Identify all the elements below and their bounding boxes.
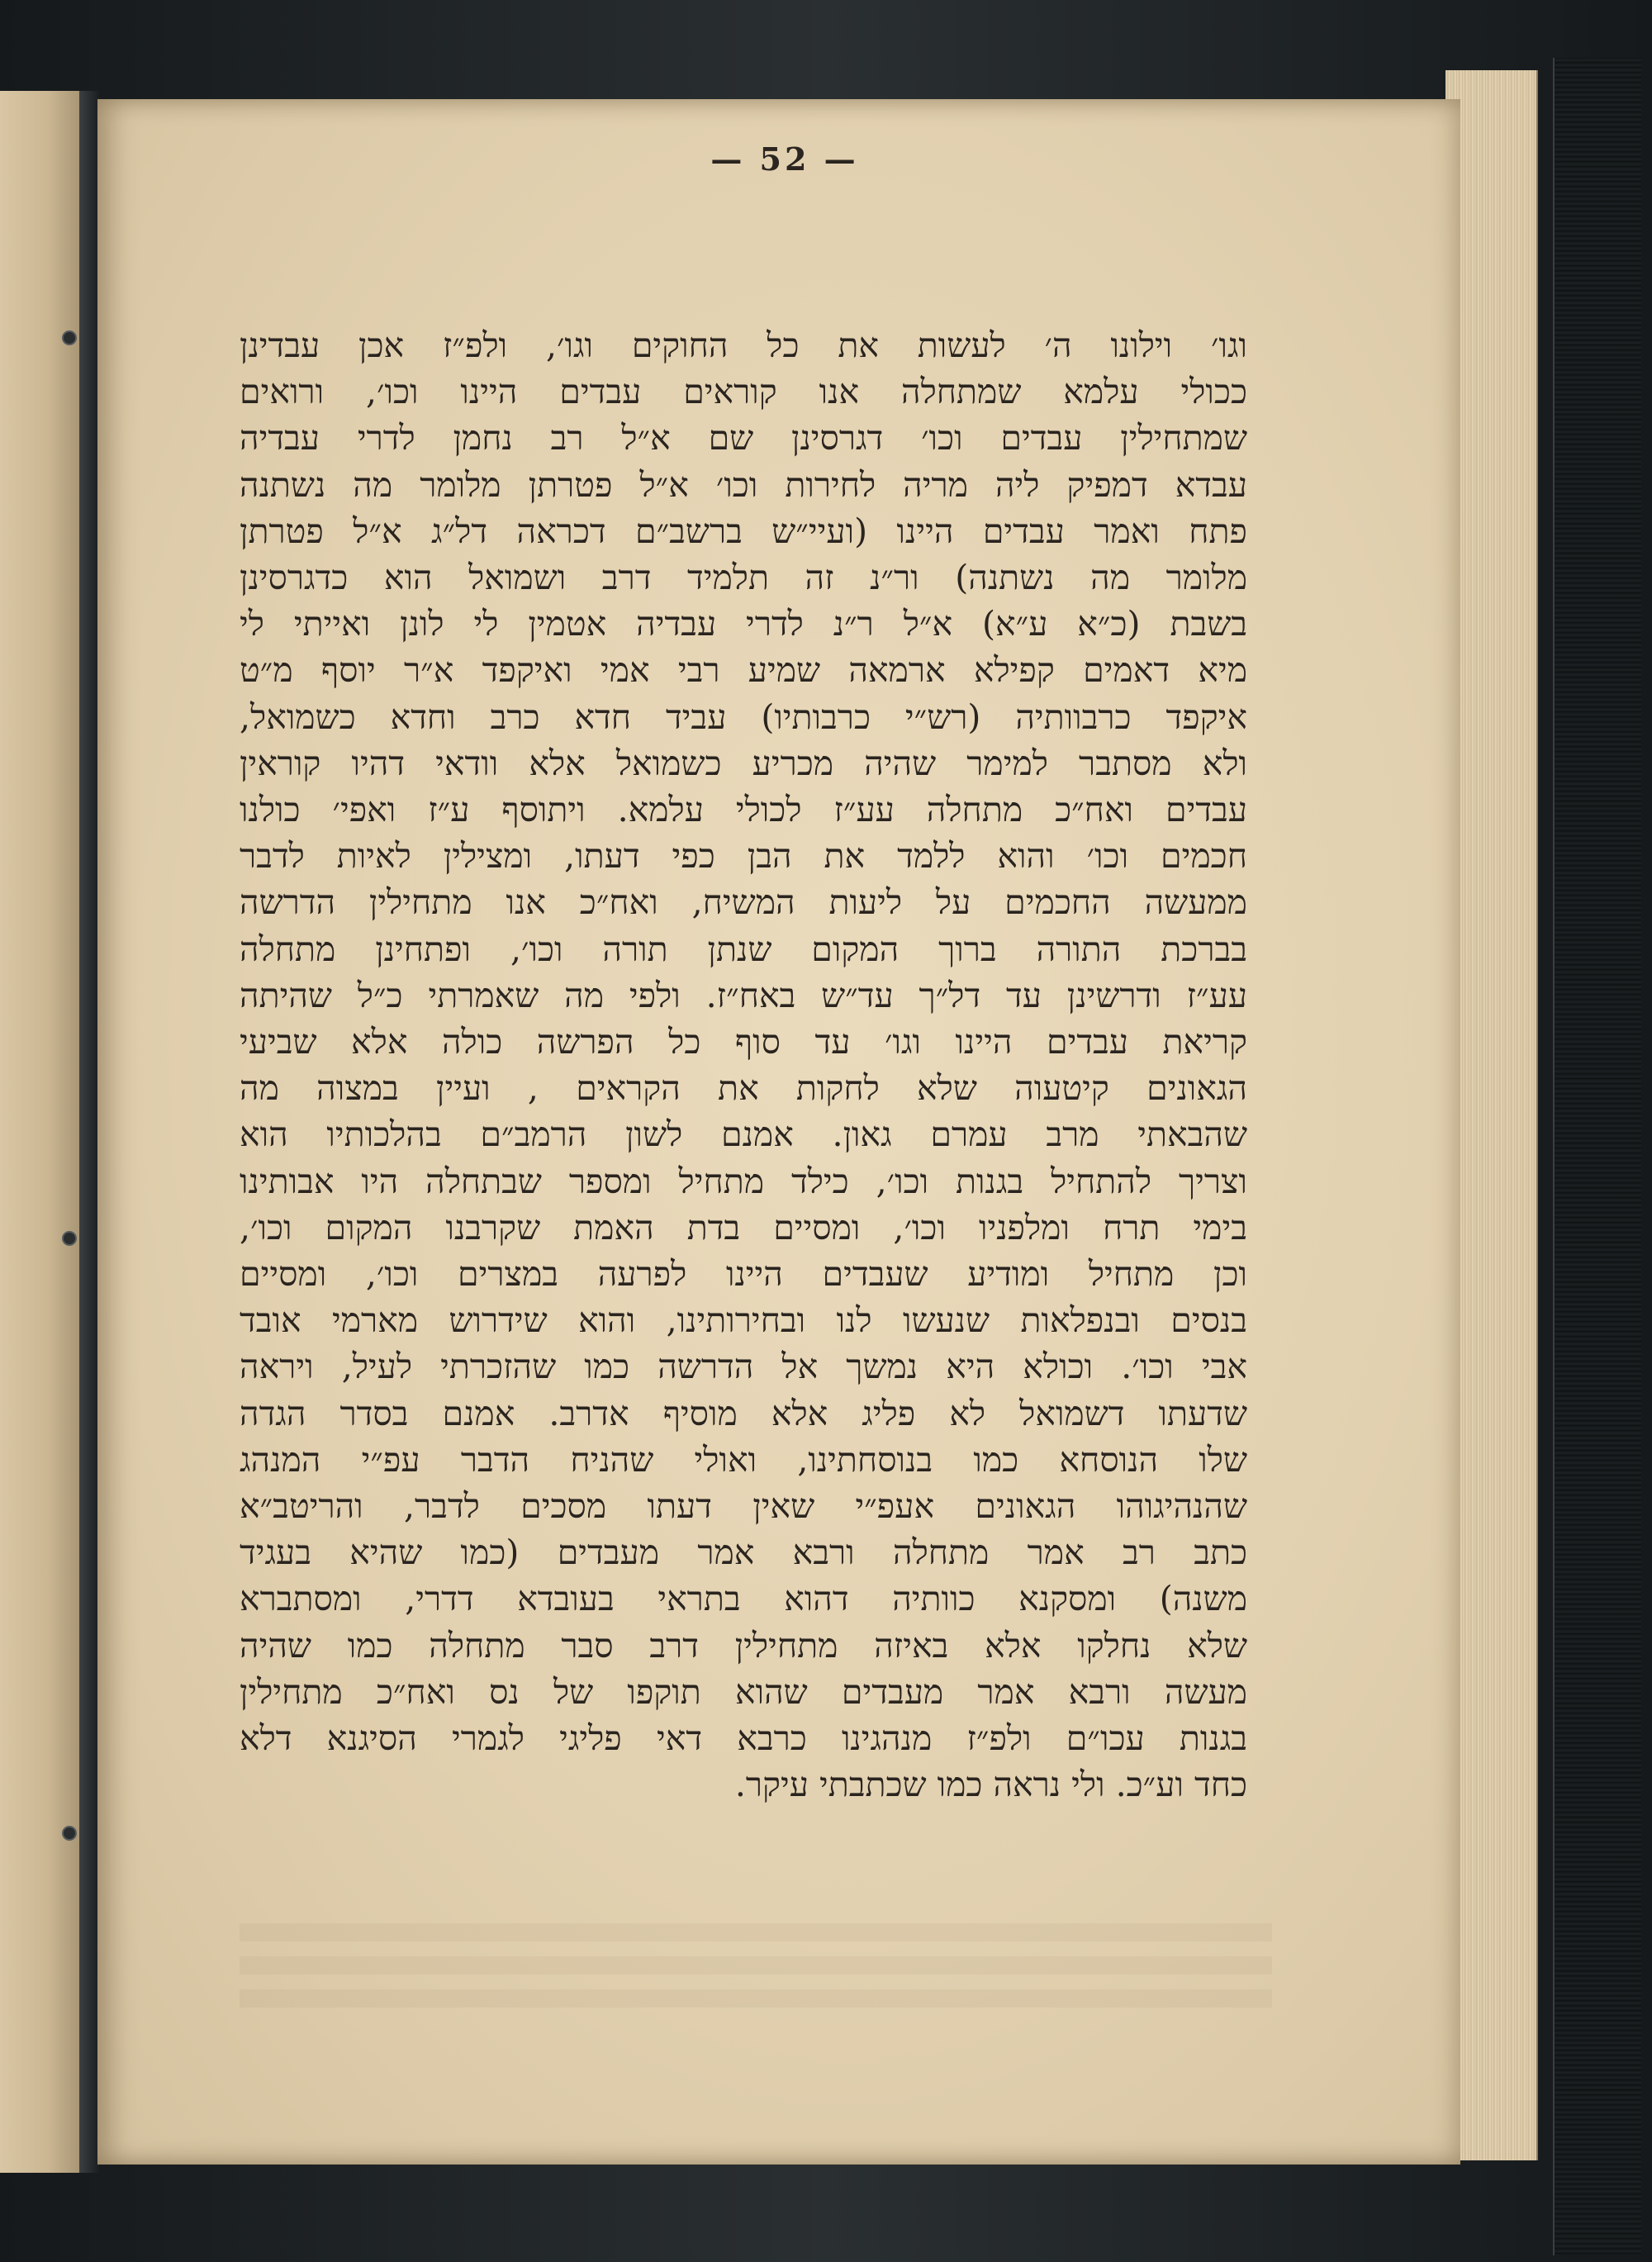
text-line: שהנהיגוהו הגאונים אעפ״י שאין דעתו מסכים לדבר, והריטב״א	[240, 1486, 1247, 1527]
text-line: מעשה ורבא אמר מעבדים שהוא תוקפו של נס ואח״כ מתחילין	[240, 1671, 1247, 1712]
stitch-hole	[62, 330, 77, 345]
text-line: שלו הנוסחא כמו בנוסחתינו, ואולי שהניח הדבר עפ״י המנהג	[240, 1439, 1247, 1480]
text-line: הגאונים קיטעוה שלא לחקות את הקראים , ועיין במצוה מה	[240, 1068, 1247, 1109]
binding-gutter	[79, 91, 99, 2173]
text-line: עבדא דמפיק ליה מריה לחירות וכו׳ א״ל פטרתן מלומר מה נשתנה	[240, 464, 1247, 505]
text-line: בימי תרח ומלפניו וכו׳, ומסיים בדת האמת שקרבנו המקום וכו׳,	[240, 1207, 1247, 1247]
text-line: בגנות עכו״ם ולפ״ז מנהגינו כרבא דאי פליגי לגמרי הסיגנא דלא	[240, 1718, 1247, 1759]
text-line: שלא נחלקו אלא באיזה מתחילין דרב סבר מתחלה כמו שהיה	[240, 1625, 1247, 1666]
body-text	[240, 322, 1247, 1808]
book-spine-right	[1553, 58, 1641, 2255]
text-line: חכמים וכו׳ והוא ללמד את הבן כפי דעתו, ומצילין לאיות לדבר	[240, 836, 1247, 877]
text-line: כתב רב אמר מתחלה ורבא אמר מעבדים (כמו שהיא בעגיד	[240, 1533, 1247, 1573]
text-line: משנה) ומסקנא כוותיה דהוא בתראי בעובדא דדרי, ומסתברא	[240, 1579, 1247, 1619]
text-line: קריאת עבדים היינו וגו׳ עד סוף כל הפרשה כולה אלא שביעי	[240, 1022, 1247, 1062]
text-line: בנסים ובנפלאות שנעשו לנו ובחירותינו, והוא שידרוש מארמי אובד	[240, 1300, 1247, 1341]
text-line: עבדים ואח״כ מתחלה עע״ז לכולי עלמא. ויתוסף ע״ז ואפי׳ כולנו	[240, 790, 1247, 830]
stitch-hole	[62, 1826, 77, 1841]
text-line: שדעתו דשמואל לא פליג אלא מוסיף אדרב. אמנם בסדר הגדה	[240, 1393, 1247, 1433]
text-line: שמתחילין עבדים וכו׳ דגרסינן שם א״ל רב נחמן לדרי עבדיה	[240, 418, 1247, 459]
text-line: בשבת (כ״א ע״א) א״ל ר״נ לדרי עבדיה אטמין לי לונן ואייתי לי	[240, 604, 1247, 644]
text-line: ממעשה החכמים על ליעות המשיח, ואח״כ אנו מתחילין הדרשה	[240, 882, 1247, 923]
text-line: מיא דאמים קפילא ארמאה שמיע רבי אמי ואיקפד א״ר יוסף מ״ט	[240, 650, 1247, 691]
stitch-hole	[62, 1231, 77, 1246]
text-line: עע״ז ודרשינן עד דל״ך עד״ש באח״ז. ולפי מה שאמרתי כ״ל שהיתה	[240, 975, 1247, 1015]
text-line: וכן מתחיל ומודיע שעבדים היינו לפרעה במצרים וכו׳, ומסיים	[240, 1254, 1247, 1295]
text-line: ככולי עלמא שמתחלה אנו קוראים עבדים היינו וכו׳, ורואים	[240, 372, 1247, 412]
left-page-edge	[0, 91, 82, 2173]
text-line: איקפד כרבוותיה (רש״י כרבותיו) עביד חדא כרב וחדא כשמואל,	[240, 696, 1247, 737]
page-number: — 52 —	[710, 140, 859, 178]
text-line: פתח ואמר עבדים היינו (ועיי״ש ברשב״ם דכראה דל״ג א״ל פטרתן	[240, 511, 1247, 551]
text-line: בברכת התורה ברוך המקום שנתן תורה וכו׳, ופתחינן מתחלה	[240, 929, 1247, 969]
text-line: וגו׳ וילונו ה׳ לעשות את כל החוקים וגו׳, ולפ״ז אכן עבדינן	[240, 326, 1247, 365]
text-line: ולא מסתבר למימר שהיה מכריע כשמואל אלא וודאי דהיו קוראין	[240, 743, 1247, 783]
text-line: כחד וע״כ. ולי נראה כמו שכתבתי עיקר.	[734, 1765, 1247, 1805]
text-line: וצריך להתחיל בגנות וכו׳, כילד מתחיל ומספר שבתחלה היו אבותינו	[240, 1161, 1247, 1201]
text-line: אבי וכו׳. וכולא היא נמשך אל הדרשה כמו שהזכרתי לעיל, ויראה	[240, 1347, 1247, 1387]
text-line: מלומר מה נשתנה) ור״נ זה תלמיד דרב ושמואל הוא כדגרסינן	[240, 558, 1247, 598]
text-line: שהבאתי מרב עמרם גאון. אמנם לשון הרמב״ם בהלכותיו הוא	[240, 1114, 1247, 1155]
bleed-through	[240, 1908, 1272, 2008]
